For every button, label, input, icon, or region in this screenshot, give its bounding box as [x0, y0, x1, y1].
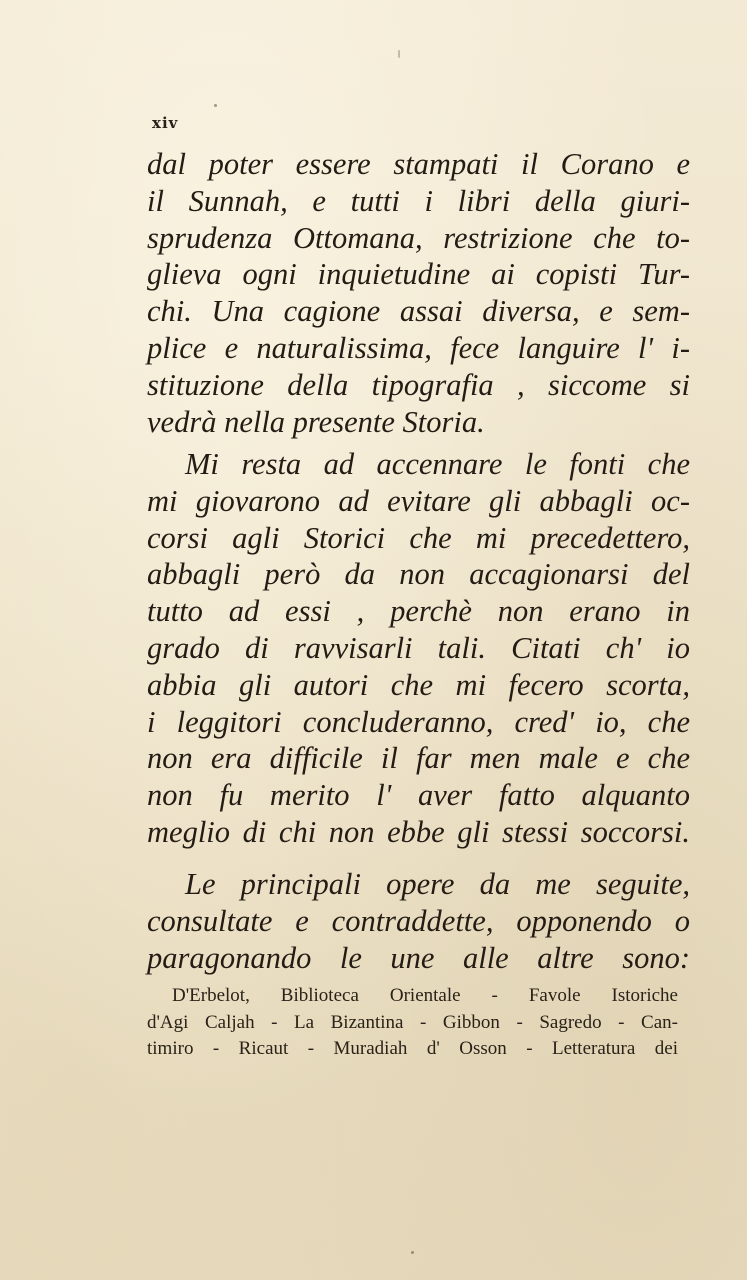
text-line: il Sunnah, e tutti i libri della giuri-	[147, 183, 690, 218]
paragraph-2	[147, 446, 690, 851]
text-line: paragonando le une alle altre sono:	[147, 940, 690, 975]
text-line: sprudenza Ottomana, restrizione che to-	[147, 220, 690, 255]
text-line: non era difficile il far men male e che	[147, 741, 690, 776]
ink-speck	[411, 1251, 414, 1254]
text-line: mi giovarono ad evitare gli abbagli oc-	[147, 483, 690, 518]
text-line: dal poter essere stampati il Corano e	[147, 147, 690, 181]
text-line: tutto ad essi , perchè non erano in	[147, 594, 690, 629]
ink-speck	[214, 104, 217, 107]
ink-speck	[398, 50, 400, 58]
footnote-line: D'Erbelot, Biblioteca Orientale - Favole Istoriche	[172, 985, 678, 1006]
text-line: i leggitori concluderanno, cred' io, che	[147, 704, 690, 739]
text-line: Le principali opere da me seguite,	[185, 867, 690, 901]
text-line: corsi agli Storici che mi precedettero,	[147, 520, 690, 555]
footnote-line: timiro - Ricaut - Muradiah d' Osson - Letteratura dei	[147, 1038, 678, 1059]
text-line: consultate e contraddette, opponendo o	[147, 903, 690, 938]
text-line: plice e naturalissima, fece languire l' i-	[147, 330, 690, 365]
page-number: xiv	[152, 114, 179, 132]
text-line: grado di ravvisarli tali. Citati ch' io	[147, 630, 690, 665]
footnote-line: d'Agi Caljah - La Bizantina - Gibbon - Sagredo - Can-	[147, 1011, 678, 1033]
text-line: abbagli però da non accagionarsi del	[147, 557, 690, 592]
text-line: meglio di chi non ebbe gli stessi soccorsi.	[147, 814, 690, 849]
text-line: glieva ogni inquietudine ai copisti Tur-	[147, 257, 690, 292]
paragraph-1	[147, 146, 690, 440]
paragraph-3	[147, 866, 690, 976]
text-line: stituzione della tipografia , siccome si	[147, 367, 690, 402]
footnote	[147, 983, 678, 1063]
text-line: vedrà nella presente Storia.	[147, 404, 485, 439]
text-line: chi. Una cagione assai diversa, e sem-	[147, 294, 690, 329]
text-line: abbia gli autori che mi fecero scorta,	[147, 667, 690, 702]
text-line: non fu merito l' aver fatto alquanto	[147, 778, 690, 813]
text-line: Mi resta ad accennare le fonti che	[185, 447, 690, 481]
